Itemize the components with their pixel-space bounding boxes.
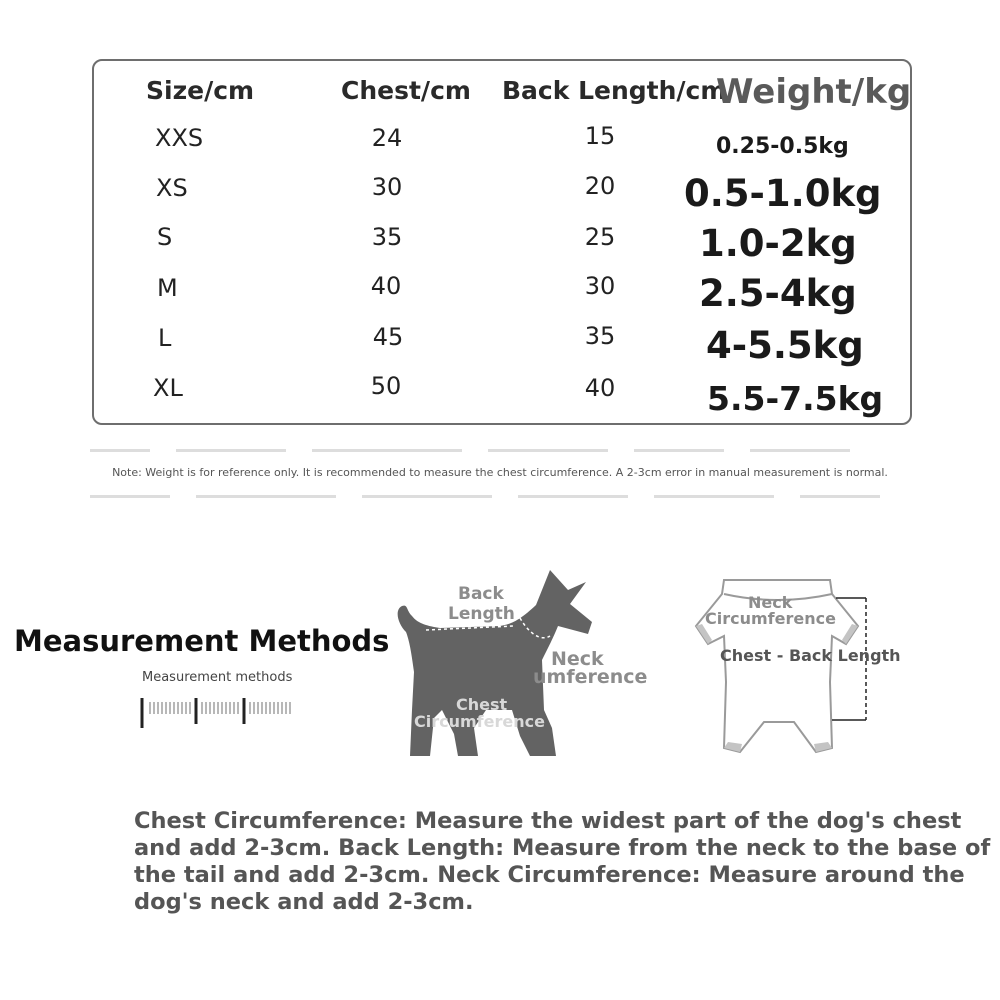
- back-length-cell: 40: [584, 374, 616, 402]
- chest-cell: 24: [371, 124, 403, 152]
- size-cell: XXS: [155, 124, 204, 152]
- size-cell: S: [157, 223, 173, 251]
- back-length-cell: 20: [584, 172, 616, 200]
- weight-cell: 0.25-0.5kg: [716, 134, 849, 159]
- size-cell: XL: [153, 374, 183, 402]
- dog-chest-label: Chest: [456, 695, 508, 714]
- weight-cell: 0.5-1.0kg: [684, 172, 882, 215]
- back-length-cell: 15: [584, 122, 616, 150]
- measuring-tape-icon: [140, 694, 300, 730]
- faded-text-stripe: [90, 440, 910, 450]
- dog-chest-label: Circumference: [414, 712, 545, 731]
- tape-label: Measurement methods: [142, 670, 293, 685]
- weight-cell: 2.5-4kg: [699, 272, 857, 315]
- weight-cell: 1.0-2kg: [699, 222, 857, 265]
- chest-cell: 45: [372, 323, 404, 351]
- dog-back-length-label: Back: [458, 584, 504, 604]
- garment-neck-label: Neck: [748, 593, 793, 612]
- back-length-cell: 25: [584, 223, 616, 251]
- header-size: Size/cm: [146, 76, 255, 105]
- chest-cell: 30: [371, 173, 403, 201]
- weight-cell: 5.5-7.5kg: [707, 379, 884, 418]
- garment-chest-back-label: Chest - Back Length: [720, 646, 901, 665]
- faded-text-stripe: [90, 486, 910, 496]
- dog-back-length-label: Length: [448, 604, 515, 624]
- dog-neck-label: umference: [533, 666, 648, 688]
- size-cell: M: [157, 274, 178, 302]
- chest-cell: 50: [370, 372, 402, 400]
- back-length-cell: 30: [584, 272, 616, 300]
- header-back-length: Back Length/cm: [502, 76, 727, 105]
- garment-neck-label: Circumference: [705, 609, 836, 628]
- weight-cell: 4-5.5kg: [706, 324, 864, 367]
- size-cell: XS: [156, 174, 188, 202]
- measurement-description: Chest Circumference: Measure the widest part of the dog's chest and add 2-3cm. Back Length: Measure from the neck to the base of the tail and add 2-3cm. Neck Circumference: Measure around the dog's neck and add 2-3cm.: [134, 808, 991, 915]
- chest-cell: 35: [371, 223, 403, 251]
- measurement-title: Measurement Methods: [14, 624, 390, 658]
- chest-cell: 40: [370, 272, 402, 300]
- header-weight: Weight/kg: [716, 72, 912, 112]
- note-text: Note: Weight is for reference only. It is recommended to measure the chest circumference. A 2-3cm error in manual measurement is normal.: [112, 466, 888, 479]
- header-chest: Chest/cm: [341, 76, 471, 105]
- size-cell: L: [158, 324, 172, 352]
- back-length-cell: 35: [584, 322, 616, 350]
- dog-neck-label: Neck: [551, 648, 604, 670]
